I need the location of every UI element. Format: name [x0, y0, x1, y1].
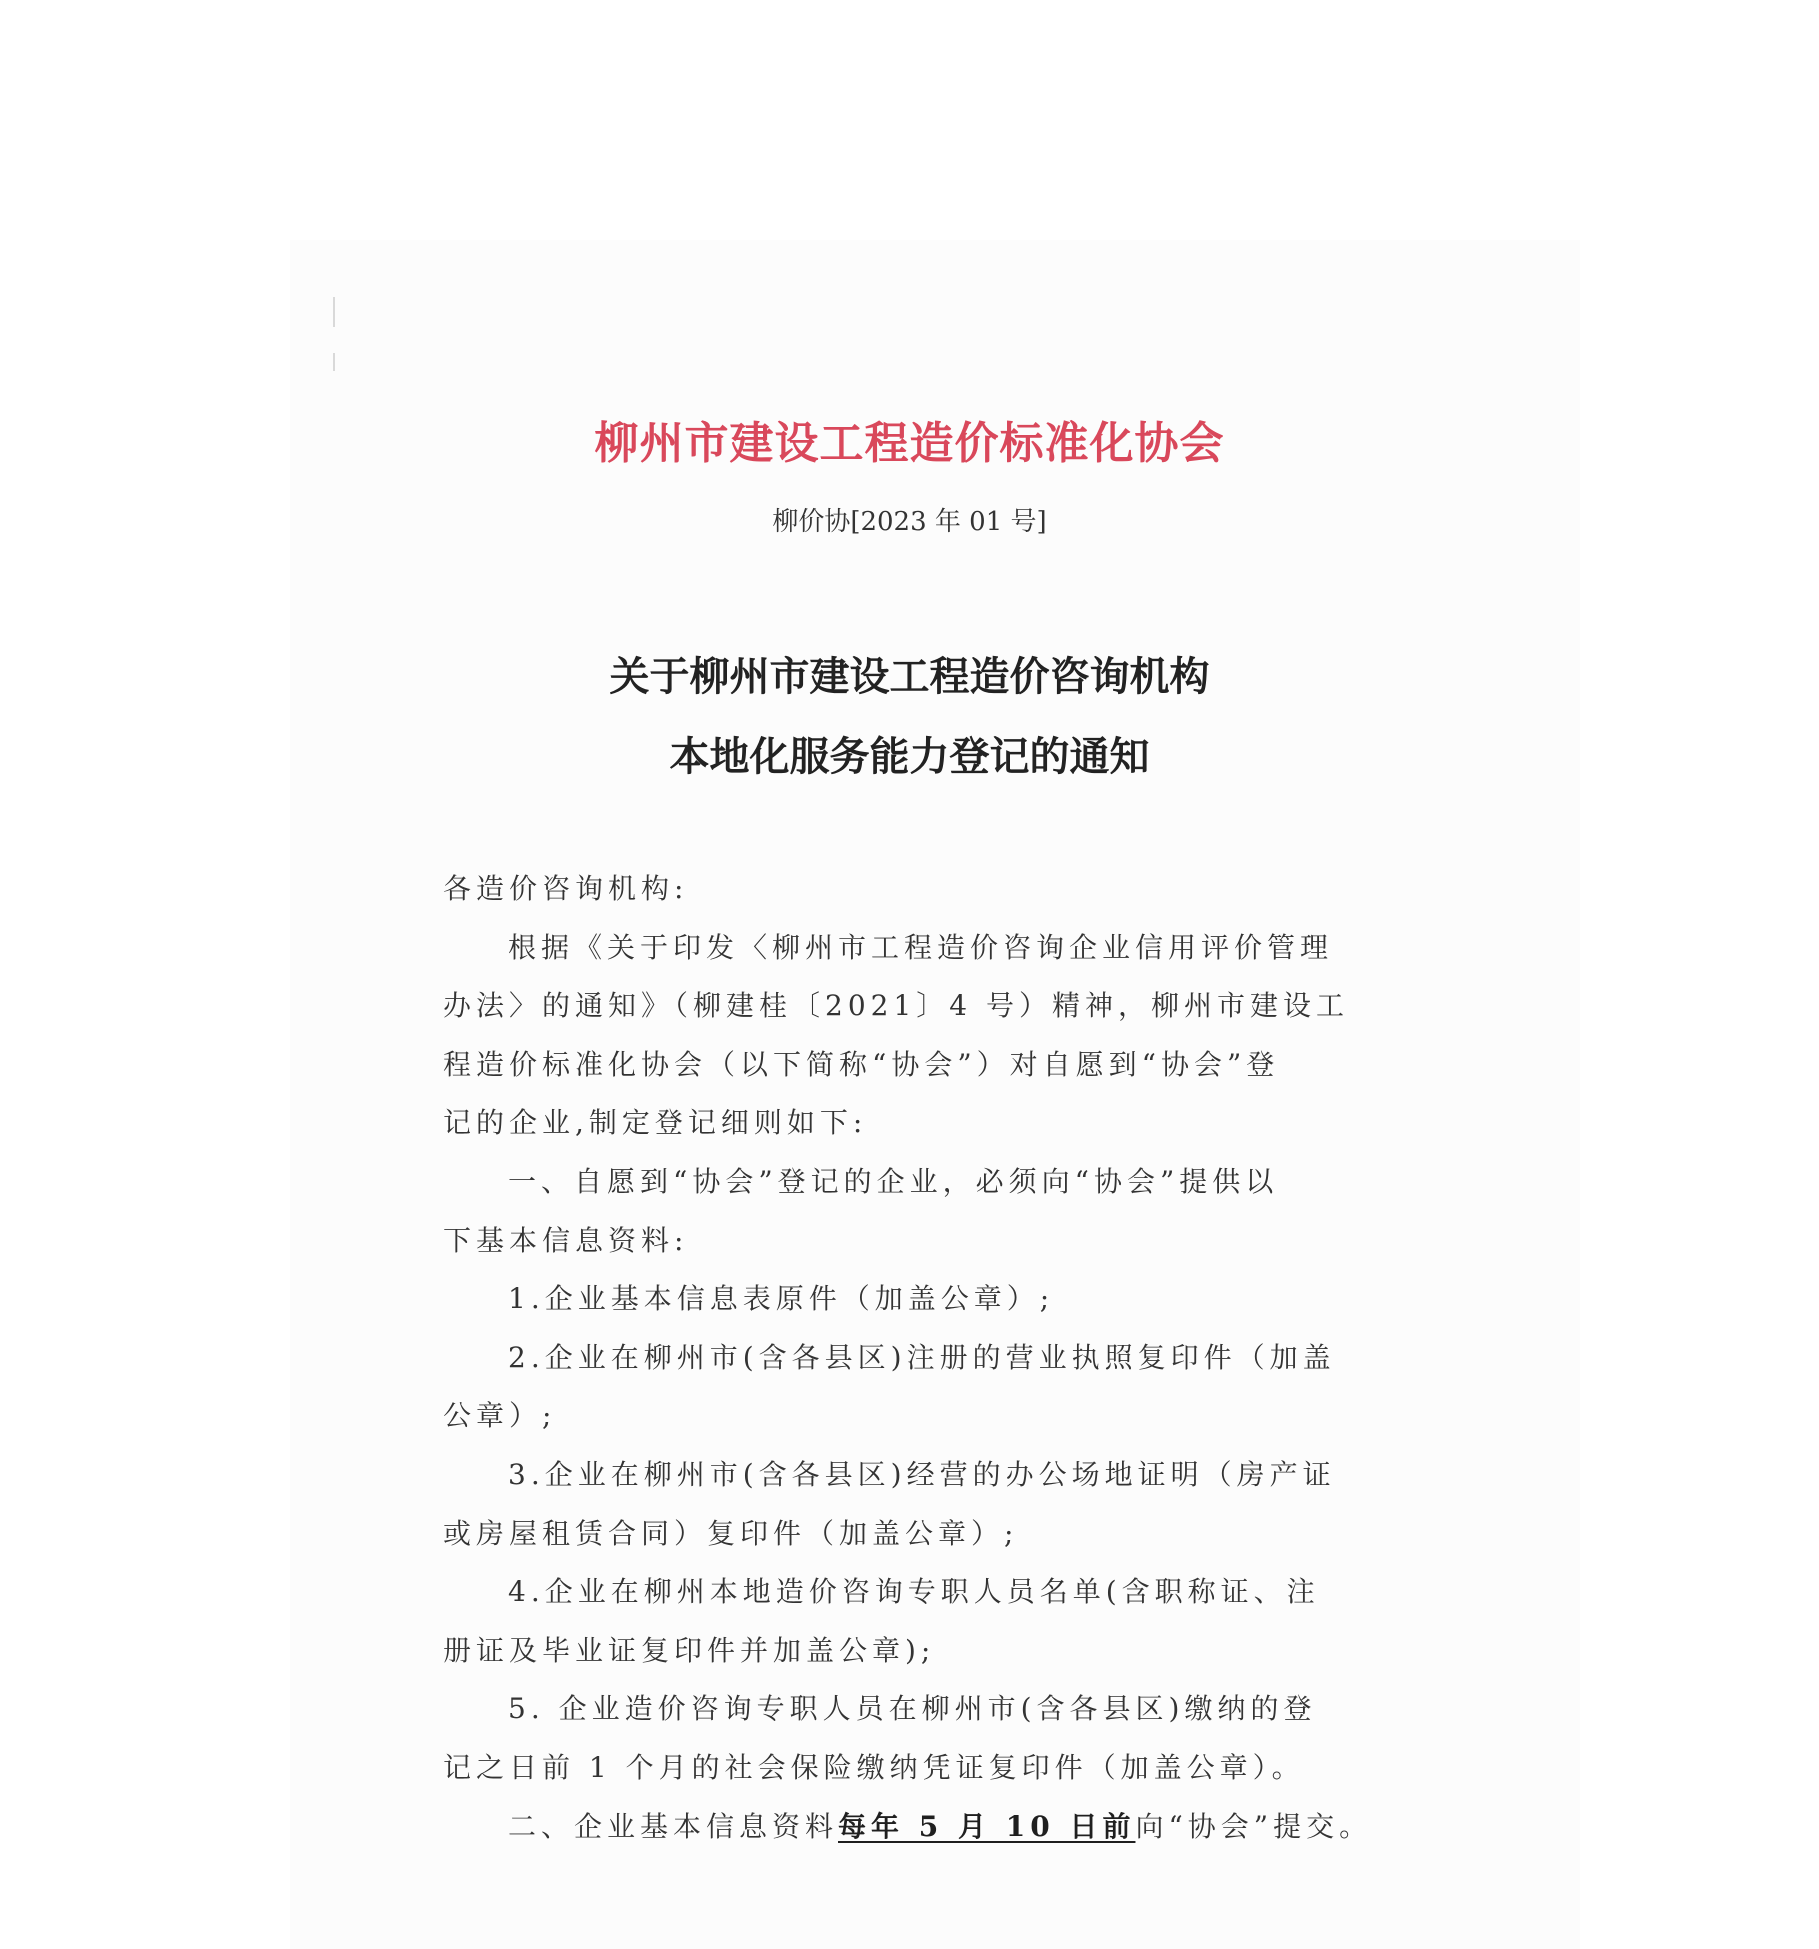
scan-mark-bottom	[333, 353, 335, 371]
scan-mark-top	[333, 297, 335, 327]
notice-title-line-1: 关于柳州市建设工程造价咨询机构	[609, 654, 1210, 700]
intro-line-4: 记的企业,制定登记细则如下:	[443, 1106, 868, 1140]
item-1: 1.企业基本信息表原件（加盖公章）;	[508, 1282, 1055, 1316]
notice-title-line-2: 本地化服务能力登记的通知	[669, 734, 1150, 780]
item-4-line-1: 4.企业在柳州本地造价咨询专职人员名单(含职称证、注	[508, 1575, 1320, 1609]
item-5-line-2: 记之日前 1 个月的社会保险缴纳凭证复印件（加盖公章）。	[443, 1750, 1305, 1784]
section-2-deadline: 每年 5 月 10 日前	[838, 1809, 1136, 1843]
item-3-line-2: 或房屋租赁合同）复印件（加盖公章）;	[443, 1516, 1019, 1550]
doc-number: 柳价协[2023 年 01 号]	[772, 507, 1047, 537]
section-1-line-2: 下基本信息资料:	[443, 1223, 689, 1257]
item-2-line-2: 公章）;	[443, 1399, 557, 1433]
section-1-line-1: 一、自愿到“协会”登记的企业，必须向“协会”提供以	[508, 1164, 1279, 1198]
org-title: 柳州市建设工程造价标准化协会	[594, 418, 1225, 469]
intro-line-2: 办法〉的通知》（柳建桂〔2021〕4 号）精神，柳州市建设工	[443, 989, 1349, 1023]
notice-body	[443, 860, 1373, 1856]
intro-line-3: 程造价标准化协会（以下简称“协会”）对自愿到“协会”登	[443, 1047, 1280, 1081]
item-5-line-1: 5. 企业造价咨询专职人员在柳州市(含各县区)缴纳的登	[508, 1692, 1317, 1726]
item-2-line-1: 2.企业在柳州市(含各县区)注册的营业执照复印件（加盖	[508, 1340, 1336, 1374]
section-2-suffix: 向“协会”提交。	[1135, 1809, 1373, 1843]
section-2	[443, 1798, 1373, 1857]
section-2-prefix: 二、企业基本信息资料	[508, 1809, 839, 1843]
salutation: 各造价咨询机构:	[443, 872, 689, 905]
item-4-line-2: 册证及毕业证复印件并加盖公章);	[443, 1633, 936, 1667]
intro-line-1: 根据《关于印发〈柳州市工程造价咨询企业信用评价管理	[508, 930, 1334, 964]
item-3-line-1: 3.企业在柳州市(含各县区)经营的办公场地证明（房产证	[508, 1457, 1336, 1491]
